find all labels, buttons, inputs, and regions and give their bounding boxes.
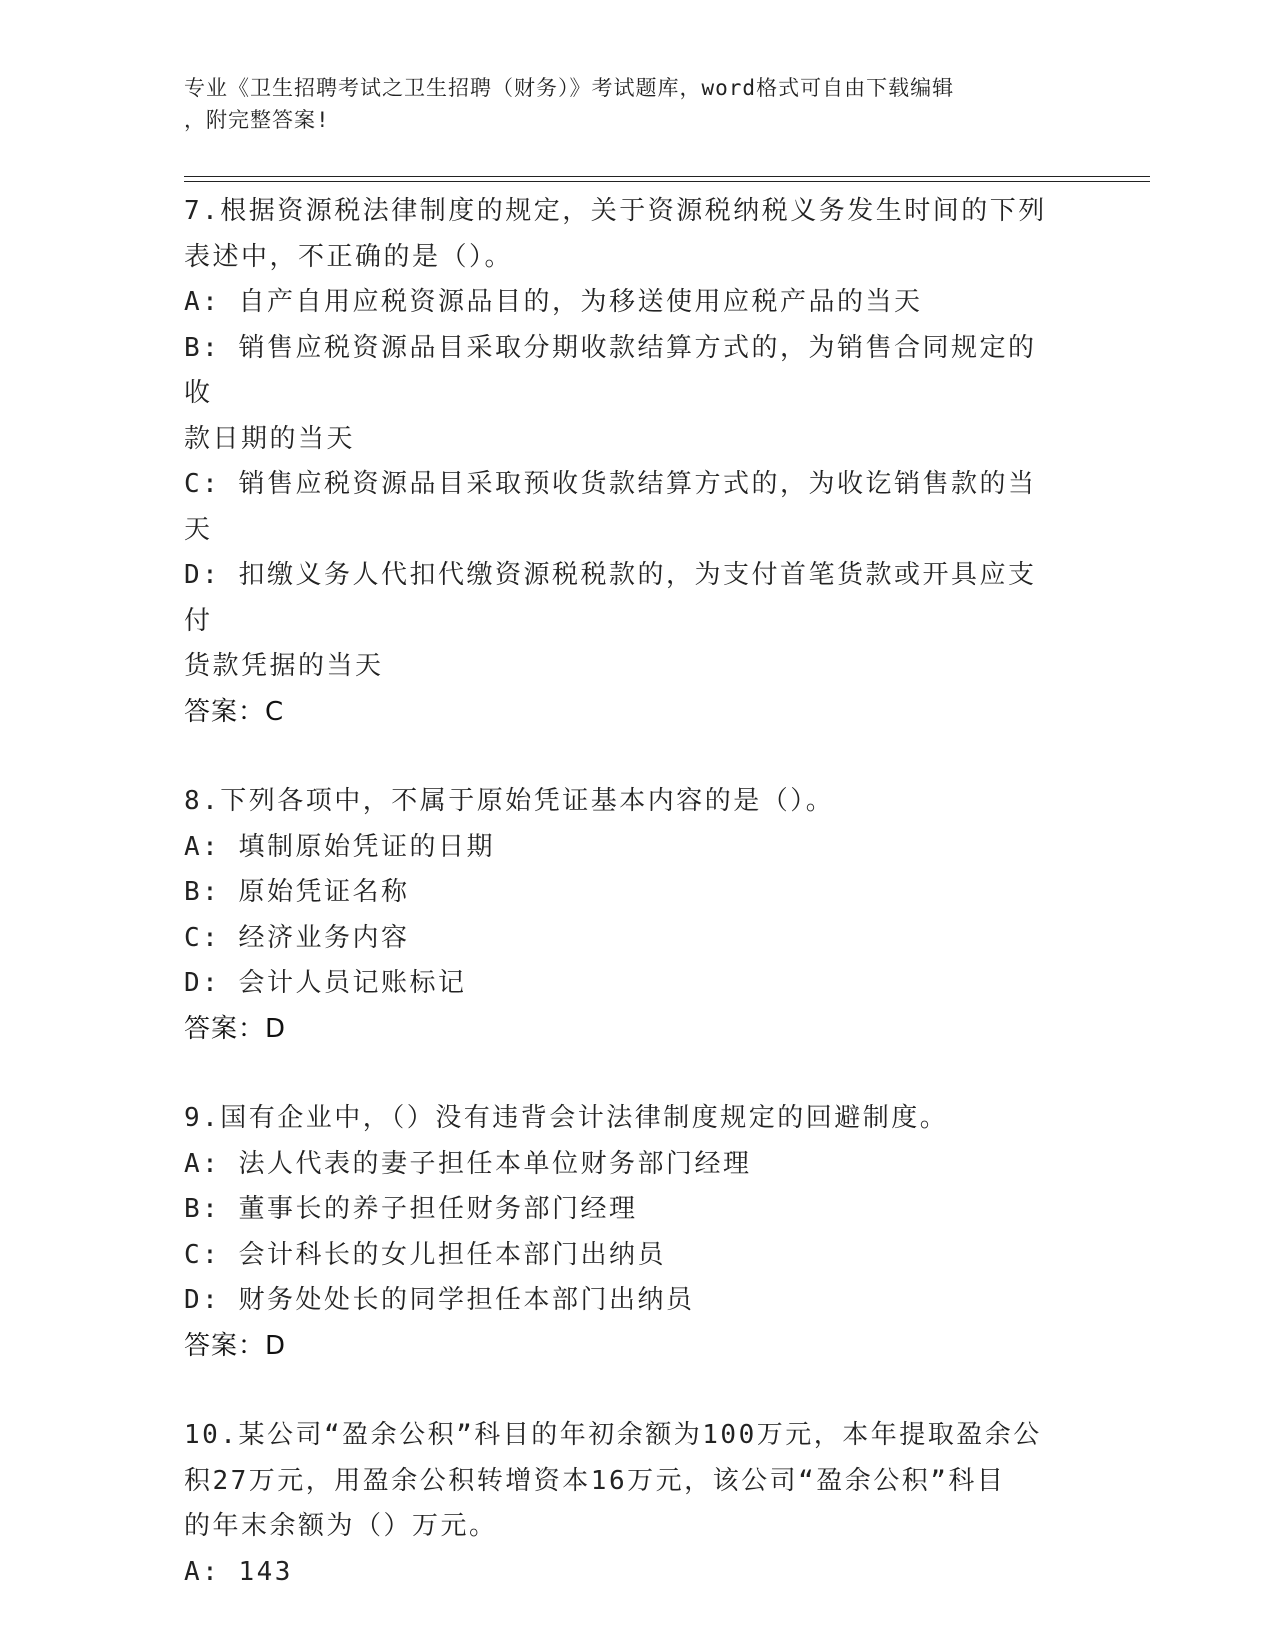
answer-line: 答案：D <box>184 1330 287 1361</box>
option-line: C: 会计科长的女儿担任本部门出纳员 <box>184 1239 666 1270</box>
option-line: C: 销售应税资源品目采取预收货款结算方式的，为收讫销售款的当天 <box>184 469 1037 545</box>
header-line-2: ，附完整答案! <box>184 108 330 132</box>
option-line: D: 扣缴义务人代扣代缴资源税税款的，为支付首笔货款或开具应支付 <box>184 560 1037 636</box>
option-line: 货款凭据的当天 <box>184 651 384 681</box>
question-stem-line: 8.下列各项中，不属于原始凭证基本内容的是（）。 <box>184 786 835 816</box>
option-line: D: 财务处处长的同学担任本部门出纳员 <box>184 1285 695 1315</box>
option-line: A: 自产自用应税资源品目的，为移送使用应税产品的当天 <box>184 287 923 317</box>
header-line-1: 专业《卫生招聘考试之卫生招聘（财务）》考试题库，word格式可自由下载编辑 <box>184 76 955 100</box>
question-stem-line: 表述中，不正确的是（）。 <box>184 241 514 272</box>
option-line: C: 经济业务内容 <box>184 922 410 953</box>
question-block <box>184 1096 1064 1369</box>
document-header <box>184 72 1064 136</box>
question-stem-line: 积27万元，用盈余公积转增资本16万元，该公司“盈余公积”科目 <box>184 1465 1006 1496</box>
question-stem-line: 9.国有企业中，（）没有违背会计法律制度规定的回避制度。 <box>184 1103 949 1133</box>
question-block <box>184 189 1064 735</box>
option-line: A: 143 <box>184 1556 293 1587</box>
header-divider-bottom <box>184 181 1150 182</box>
question-stem-line: 的年末余额为（）万元。 <box>184 1511 498 1541</box>
question-stem-line: 10.某公司“盈余公积”科目的年初余额为100万元，本年提取盈余公 <box>184 1420 1042 1450</box>
question-spacer <box>184 1052 1064 1096</box>
option-line: B: 董事长的养子担任财务部门经理 <box>184 1194 638 1224</box>
question-block <box>184 1413 1064 1595</box>
option-line: B: 销售应税资源品目采取分期收款结算方式的，为销售合同规定的收 <box>184 332 1037 408</box>
option-line: B: 原始凭证名称 <box>184 877 410 907</box>
option-line: 款日期的当天 <box>184 423 356 454</box>
question-stem-line: 7.根据资源税法律制度的规定，关于资源税纳税义务发生时间的下列 <box>184 196 1047 226</box>
answer-line: 答案：C <box>184 696 285 727</box>
answer-line: 答案：D <box>184 1013 287 1044</box>
question-block <box>184 779 1064 1052</box>
header-divider-top <box>184 176 1150 177</box>
question-spacer <box>184 1369 1064 1413</box>
option-line: A: 填制原始凭证的日期 <box>184 831 495 862</box>
question-spacer <box>184 735 1064 779</box>
option-line: D: 会计人员记账标记 <box>184 968 467 998</box>
question-list <box>184 189 1064 1595</box>
option-line: A: 法人代表的妻子担任本单位财务部门经理 <box>184 1148 752 1179</box>
